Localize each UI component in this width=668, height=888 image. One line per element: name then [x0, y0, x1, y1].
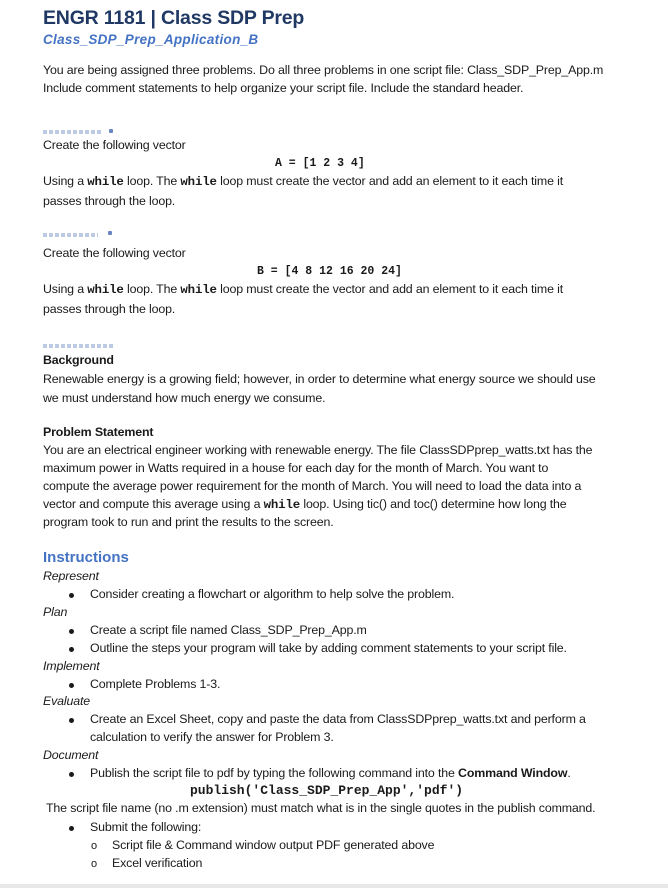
submit-item-2: Excel verification: [112, 856, 203, 870]
implement-item-1: Complete Problems 1-3.: [90, 677, 221, 691]
document-publish-instruction: [90, 766, 571, 780]
implement-label: Implement: [43, 659, 100, 673]
problem-1-prompt: Create the following vector: [43, 138, 186, 152]
text: Using a: [43, 174, 88, 188]
bullet-icon: [69, 683, 74, 688]
plan-item-1: Create a script file named Class_SDP_Prep_App.m: [90, 623, 367, 637]
intro-line-1: You are being assigned three problems. Do all three problems in one script file: Class_SDP_Prep_App.m: [43, 63, 604, 77]
bullet-icon: [69, 826, 74, 831]
background-line-1: Renewable energy is a growing field; however, in order to determine what energy source we should use: [43, 372, 596, 386]
represent-label: Represent: [43, 569, 99, 583]
problem-3-heading-faint: [43, 344, 115, 348]
bullet-icon: [69, 647, 74, 652]
problem-2-prompt: Create the following vector: [43, 246, 186, 260]
problem-1-instruction-line-1: [43, 174, 563, 189]
background-heading: Background: [43, 353, 114, 367]
publish-command: publish('Class_SDP_Prep_App','pdf'): [190, 783, 464, 798]
problem-2-heading-number-faint: [108, 231, 112, 235]
text: loop must create the vector and add an element to it each time it: [216, 174, 564, 188]
bullet-icon: [69, 629, 74, 634]
represent-item-1: Consider creating a flowchart or algorithm to help solve the problem.: [90, 587, 455, 601]
text: Publish the script file to pdf by typing the following command into the: [90, 766, 459, 780]
problem-2-instruction-line-2: passes through the loop.: [43, 302, 176, 316]
text: loop. The: [123, 174, 181, 188]
keyword-while: while: [263, 498, 301, 512]
document-title: ENGR 1181 | Class SDP Prep: [43, 7, 305, 29]
text: Using a: [43, 282, 88, 296]
keyword-while: while: [180, 175, 217, 189]
problem-statement-line-2: maximum power in Watts required in a house for each day for the month of March. You want to: [43, 461, 549, 475]
evaluate-label: Evaluate: [43, 694, 91, 708]
problem-2-heading-faint: [43, 233, 98, 237]
instructions-heading: Instructions: [43, 549, 129, 566]
evaluate-item-line-2: calculation to verify the answer for Problem 3.: [90, 730, 334, 744]
text: loop must create the vector and add an element to it each time it: [216, 282, 564, 296]
text: loop. The: [123, 282, 181, 296]
text: .: [567, 766, 571, 780]
submit-item-1: Script file & Command window output PDF generated above: [112, 838, 435, 852]
background-line-2: we must understand how much energy we consume.: [43, 391, 326, 405]
problem-statement-heading: Problem Statement: [43, 425, 154, 439]
command-window-label: Command Window: [458, 766, 568, 780]
problem-1-heading-faint: [43, 130, 103, 134]
problem-2-instruction-line-1: [43, 282, 563, 297]
problem-2-vector: B = [4 8 12 16 20 24]: [257, 265, 402, 278]
problem-statement-line-4: [43, 497, 567, 512]
plan-label: Plan: [43, 605, 68, 619]
publish-note: The script file name (no .m extension) must match what is in the single quotes in the publish command.: [46, 801, 596, 815]
keyword-while: while: [180, 283, 217, 297]
sub-bullet-icon: o: [91, 840, 97, 852]
evaluate-item-line-1: Create an Excel Sheet, copy and paste the data from ClassSDPprep_watts.txt and perform a: [90, 712, 586, 726]
problem-statement-line-1: You are an electrical engineer working with renewable energy. The file ClassSDPprep_watts.txt has the: [43, 443, 593, 457]
keyword-while: while: [87, 283, 124, 297]
problem-1-instruction-line-2: passes through the loop.: [43, 194, 176, 208]
bullet-icon: [69, 772, 74, 777]
plan-item-2: Outline the steps your program will take by adding comment statements to your script file.: [90, 641, 567, 655]
problem-1-heading-number-faint: [109, 129, 113, 133]
problem-statement-line-5: program took to run and print the results to the screen.: [43, 515, 334, 529]
text: vector and compute this average using a: [43, 497, 264, 511]
keyword-while: while: [87, 175, 124, 189]
intro-line-2: Include comment statements to help organize your script file. Include the standard header.: [43, 81, 524, 95]
bullet-icon: [69, 593, 74, 598]
problem-statement-line-3: compute the average power requirement for the month of March. You will need to load the data into a: [43, 479, 582, 493]
sub-bullet-icon: o: [91, 858, 97, 870]
bullet-icon: [69, 718, 74, 723]
document-label: Document: [43, 748, 99, 762]
submit-label: Submit the following:: [90, 820, 202, 834]
page-bottom-edge: [0, 884, 668, 888]
text: loop. Using tic() and toc() determine how long the: [300, 497, 567, 511]
problem-1-vector: A = [1 2 3 4]: [275, 157, 365, 170]
document-subtitle: Class_SDP_Prep_Application_B: [43, 32, 259, 47]
